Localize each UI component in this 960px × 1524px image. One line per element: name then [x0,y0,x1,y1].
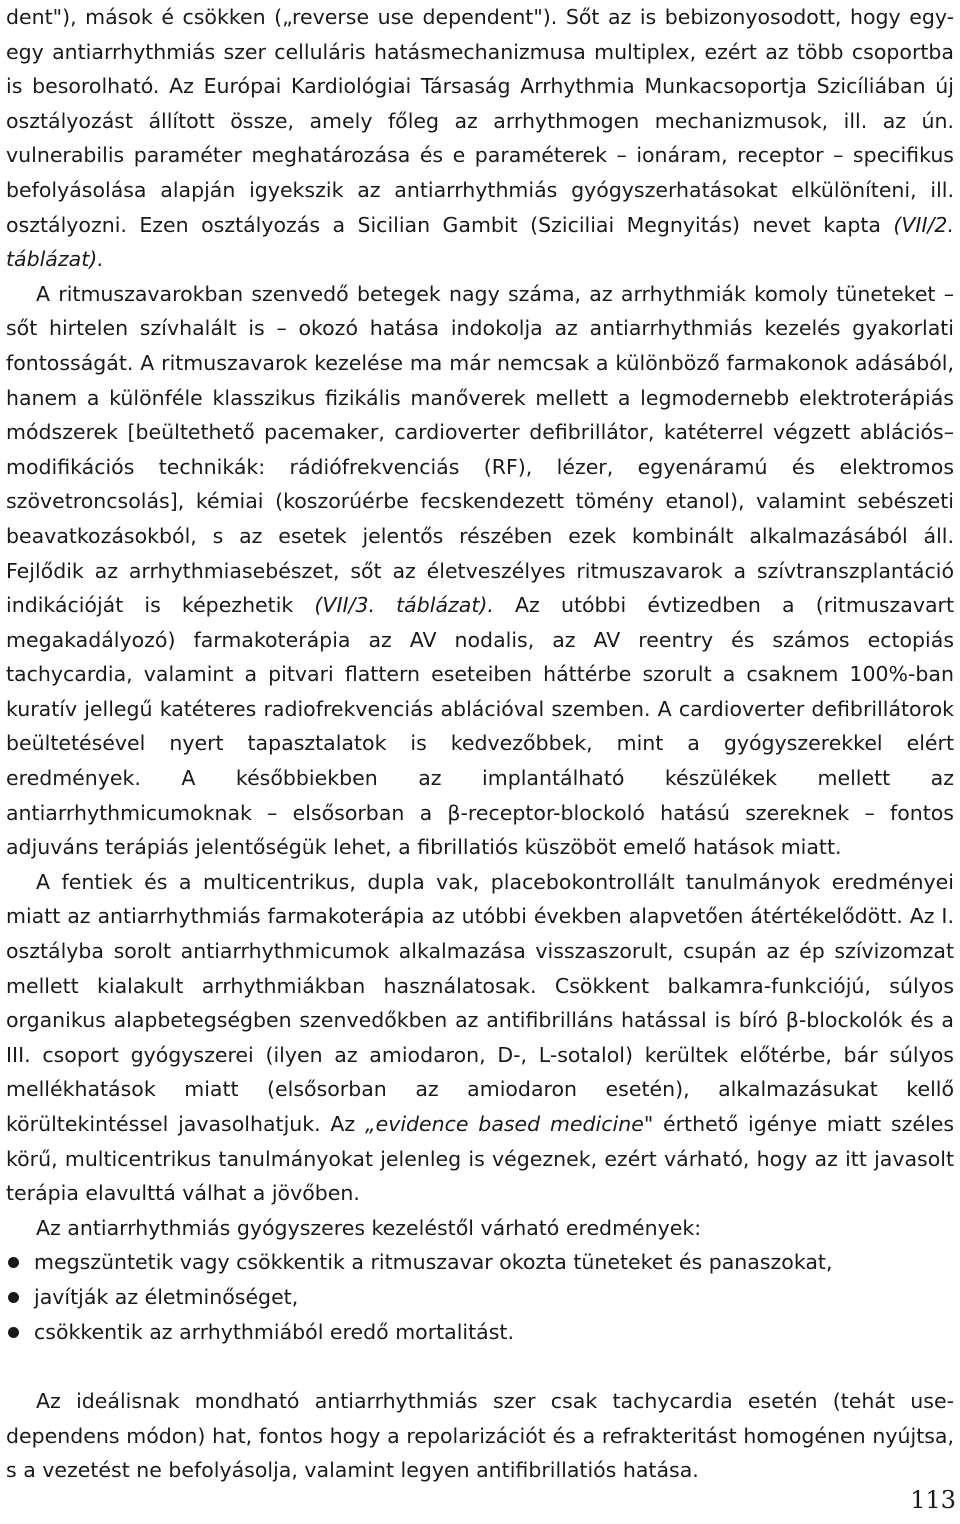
list-item-text: javítják az életminőséget, [34,1284,299,1309]
paragraph-3 [6,865,954,1211]
list-item [6,1245,954,1280]
table-reference-vii-2: (VII/2. táblázat). [6,212,954,272]
section-spacer [6,1349,954,1384]
paragraph-2-text-b: Az utóbbi évtizedben a (ritmuszavart megakadályozó) farmakoterápia az AV nodalis, az AV reentry és számos ectopiás tachycardia, valamint a pitvari flattern eseteiben háttérbe szorult a csaknem 100%-ban kuratív jellegű katéteres radiofrekvenciás ablációval szemben. A cardioverter defibrillátorok beültetésével nyert tapasztalatok is kedvezőbbek, mint a gyógyszerekkel elért eredmények. A későbbiekben az implantálható készülékek mellett az antiarrhythmicumoknak – elsősorban a β-receptor-blockoló hatású szereknek – fontos adjuváns terápiás jelentőségük lehet, a fibrillatiós küszöböt emelő hatások miatt. [6,593,954,860]
page-number: 113 [910,1486,956,1514]
bullet-icon [8,1257,19,1268]
paragraph-5: Az ideálisnak mondható antiarrhythmiás szer csak tachycardia esetén (tehát use-dependens módon) hat, fontos hogy a repolarizációt és a refrakteritást homogénen nyújtsa, s a vezetést ne befolyásolja, valamint legyen antifibrillatiós hatása. [6,1389,954,1483]
paragraph-3-text-a: A fentiek és a multicentrikus, dupla vak, placebokontrollált tanulmányok eredményei miatt az antiarrhythmiás farmakoterápia az utóbbi években alapvetően átértékelődött. Az I. osztályba sorolt antiarrhythmicumok alkalmazása visszaszorult, csupán az ép szívizomzat mellett kialakult arrhythmiákban használatosak. Csökkent balkamra-funkciójú, súlyos organikus alapbetegségben szenvedőkben az antifibrilláns hatással is bíró β-blockolók és a III. csoport gyógyszerei (ilyen az amiodaron, D-, L-sotalol) kerültek előtérbe, bár súlyos mellékhatások miatt (elsősorban az amiodaron esetén), alkalmazásukat kellő körültekintéssel javasolhatjuk. Az [6,869,954,1136]
table-reference-vii-3: (VII/3. táblázat). [314,593,494,618]
list-item-text: megszüntetik vagy csökkentik a ritmuszavar okozta tüneteket és panaszokat, [34,1250,833,1275]
list-item-text: csökkentik az arrhythmiából eredő mortalitást. [34,1319,514,1344]
list-item [6,1280,954,1315]
list-item [6,1315,954,1350]
bullet-icon [8,1327,19,1338]
paragraph-2 [6,277,954,865]
paragraph-3-text-b: érthető igénye miatt széles körű, multicentrikus tanulmányokat jelenleg is végeznek, ezért várható, hogy az itt javasolt terápia elavulttá válhat a jövőben. [6,1112,955,1206]
list-intro: Az antiarrhythmiás gyógyszeres kezeléstől várható eredmények: [36,1215,702,1240]
results-list [6,1245,954,1349]
paragraph-1 [6,0,954,277]
document-page [6,0,954,1488]
bullet-icon [8,1292,19,1303]
paragraph-2-text-a: A ritmuszavarokban szenvedő betegek nagy száma, az arrhythmiák komoly tüneteket – sőt hirtelen szívhalált is – okozó hatása indokolja az antiarrhythmiás kezelés gyakorlati fontosságát. A ritmuszavarok kezelése ma már nemcsak a különböző farmakonok adásából, hanem a különféle klasszikus fizikális manőverek mellett a legmodernebb elektroterápiás módszerek [beültethető pacemaker, cardioverter defibrillátor, katéterrel végzett ablációs–modifikációs technikák: rádiófrekvenciás (RF), lézer, egyenáramú és elektromos szövetroncsolás], kémiai (koszorúérbe fecskendezett tömény etanol), valamint sebészeti beavatkozásokból, s az esetek jelentős részében ezek kombinált alkalmazásából áll. Fejlődik az arrhythmiasebészet, sőt az életveszélyes ritmuszavarok a szívtranszplantáció indikációját is képezhetik [6,281,954,618]
evidence-based-medicine-term: „evidence based medicine" [364,1112,654,1136]
paragraph-1-text: dent"), mások é csökken („reverse use dependent"). Sőt az is bebizonyosodott, hogy egy-egy antiarrhythmiás szer celluláris hatásmechanizmusa multiplex, ezért az több csoportba is besorolható. Az Európai Kardiológiai Társaság Arrhythmia Munkacsoportja Szicíliában új osztályozást állított össze, amely főleg az arrhythmogen mechanizmusok, ill. az ún. vulnerabilis paraméter meghatározása és e paraméterek – ionáram, receptor – specifikus befolyásolása alapján igyekszik az antiarrhythmiás gyógyszerhatásokat elkülöníteni, ill. osztályozni. Ezen osztályozás a Sicilian Gambit (Sziciliai Megnyitás) nevet kapta [6,5,954,237]
